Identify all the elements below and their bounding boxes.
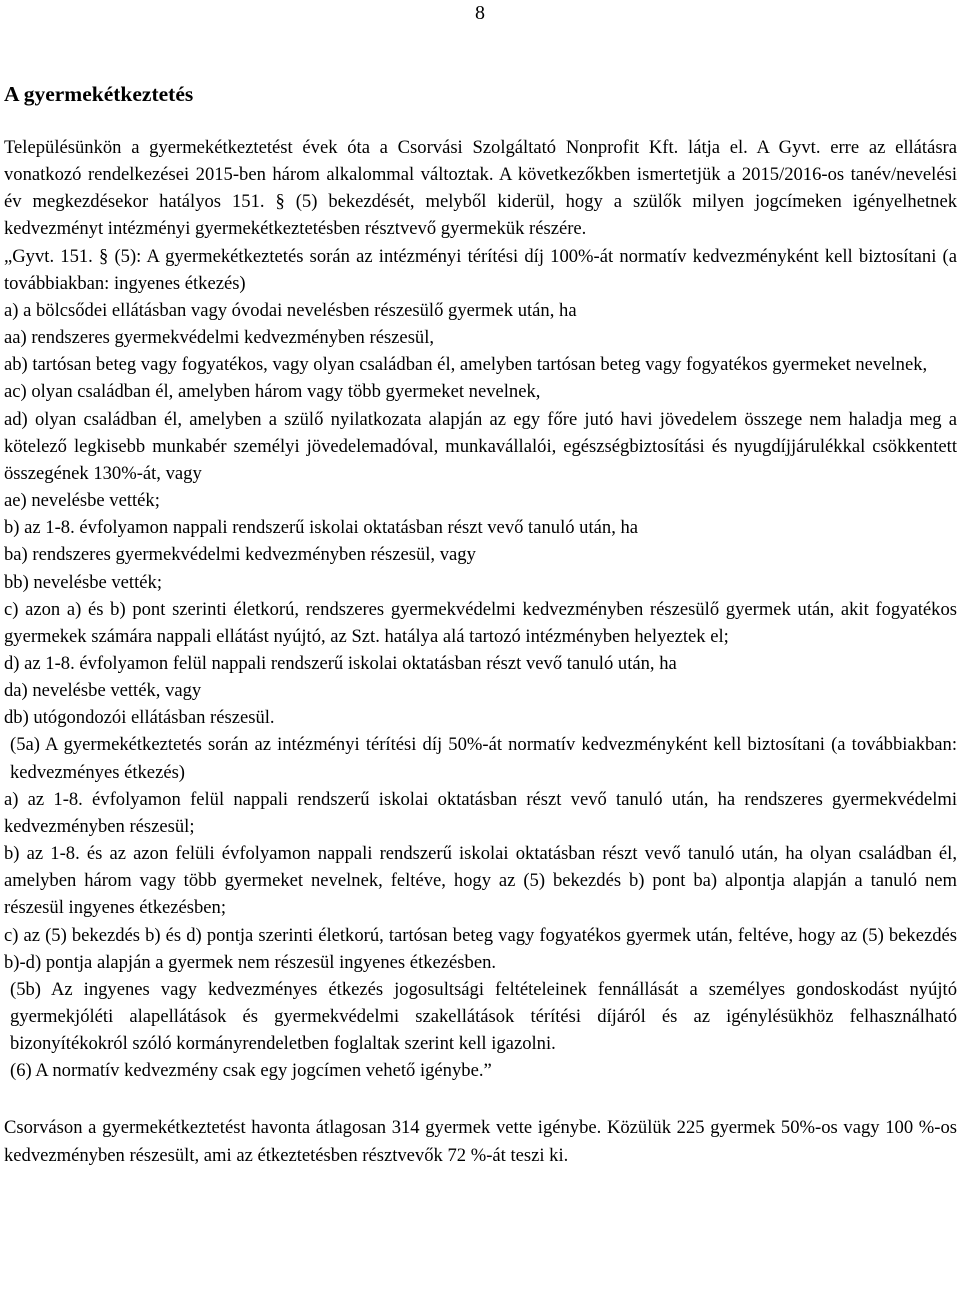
law-point-a: a) a bölcsődei ellátásban vagy óvodai nevelésben részesülő gyermek után, ha [4,299,577,321]
law-point-aa: aa) rendszeres gyermekvédelmi kedvezményben részesül, [4,327,435,349]
law-point-b: b) az 1-8. évfolyamon nappali rendszerű iskolai oktatásban részt vevő tanuló után, ha [4,517,639,539]
paragraph-spacer [4,1084,957,1114]
law-point-ad: ad) olyan családban él, amelyben a szülő nyilatkozata alapján az egy főre jutó havi jövedelem összege nem haladja meg a kötelező legkisebb munkabér személyi jövedelemadóval, munkavállalói, egészségbiztosítási és nyugdíjjárulékkal csökkentett összegének 130%-át, vagy [4,408,957,484]
law-section-5b: (5b) Az ingyenes vagy kedvezményes étkezés jogosultsági feltételeinek fennállását a személyes gondoskodást nyújtó gyermekjóléti alapellátások és gyermekvédelmi szakellátások térítési díjáról és az igénylésükhöz felhasználható bizonyítékokról szóló kormányrendeletben foglaltak szerint kell igazolni. [10,978,957,1055]
law-point-ba: ba) rendszeres gyermekvédelmi kedvezményben részesül, vagy [4,544,476,566]
law-section-6: (6) A normatív kedvezmény csak egy jogcímen vehető igénybe.” [10,1060,492,1082]
intro-paragraph: Településünkön a gyermekétkeztetést évek óta a Csorvási Szolgáltató Nonprofit Kft. látja el. A Gyvt. erre az ellátásra vonatkozó rendelkezései 2015-ben három alkalommal változtak. A következőkben ismertetjük a 2015/2016-os tanév/nevelési év megkezdésekor hatályos 151. § (5) bekezdését, melyből kiderül, hogy a szülők milyen jogcímeken igényelhetnek kedvezményt intézményi gyermekétkeztetésben résztvevő gyermekük részére. [4,137,957,240]
law-section-5a: (5a) A gyermekétkeztetés során az intézményi térítési díj 50%-át normatív kedvezményként kell biztosítani (a továbbiakban: kedvezményes étkezés) [10,734,957,783]
section-heading: A gyermekétkeztetés [4,82,194,106]
law-point-ac: ac) olyan családban él, amelyben három vagy több gyermeket nevelnek, [4,381,541,403]
law-point-ab: ab) tartósan beteg vagy fogyatékos, vagy olyan családban él, amelyben tartósan beteg vagy fogyatékos gyermeket nevelnek, [4,354,928,376]
law-point-c: c) azon a) és b) pont szerinti életkorú, rendszeres gyermekvédelmi kedvezményben részesülő gyermek után, akit fogyatékos gyermekek számára nappali ellátást nyújtó, az Szt. hatálya alá tartozó intézményben helyeztek el; [4,598,957,647]
law-5a-point-b: b) az 1-8. és az azon felüli évfolyamon nappali rendszerű iskolai oktatásban részt vevő tanuló után, ha olyan családban él, amelyben három vagy több gyermeket nevelnek, feltéve, hogy az (5) bekezdés b) pont ba) alpontja alapján a tanuló nem részesül ingyenes étkezésben; [4,843,957,919]
law-point-db: db) utógondozói ellátásban részesül. [4,707,275,729]
law-quote-intro: „Gyvt. 151. § (5): A gyermekétkeztetés során az intézményi térítési díj 100%-át normatív kedvezményként kell biztosítani (a továbbiakban: ingyenes étkezés) [4,245,957,294]
law-point-d: d) az 1-8. évfolyamon felül nappali rendszerű iskolai oktatásban részt vevő tanuló után, ha [4,652,677,674]
page-number: 8 [475,2,485,24]
law-point-da: da) nevelésbe vették, vagy [4,680,202,702]
law-5a-point-c: c) az (5) bekezdés b) és d) pontja szerinti életkorú, tartósan beteg vagy fogyatékos gyermek után, feltéve, hogy az (5) bekezdés b)-d) pontja alapján a gyermek nem részesül ingyenes étkezésben. [4,924,957,973]
law-5a-point-a: a) az 1-8. évfolyamon felül nappali rendszerű iskolai oktatásban részt vevő tanuló után, ha rendszeres gyermekvédelmi kedvezményben részesül; [4,788,957,837]
document-body [4,134,957,1169]
law-point-ae: ae) nevelésbe vették; [4,490,160,512]
summary-paragraph: Csorváson a gyermekétkeztetést havonta átlagosan 314 gyermek vette igénybe. Közülük 225 gyermek 50%-os vagy 100 %-os kedvezményben részesült, ami az étkeztetésben résztvevők 72 %-át teszi ki. [4,1117,957,1166]
law-point-bb: bb) nevelésbe vették; [4,571,162,593]
